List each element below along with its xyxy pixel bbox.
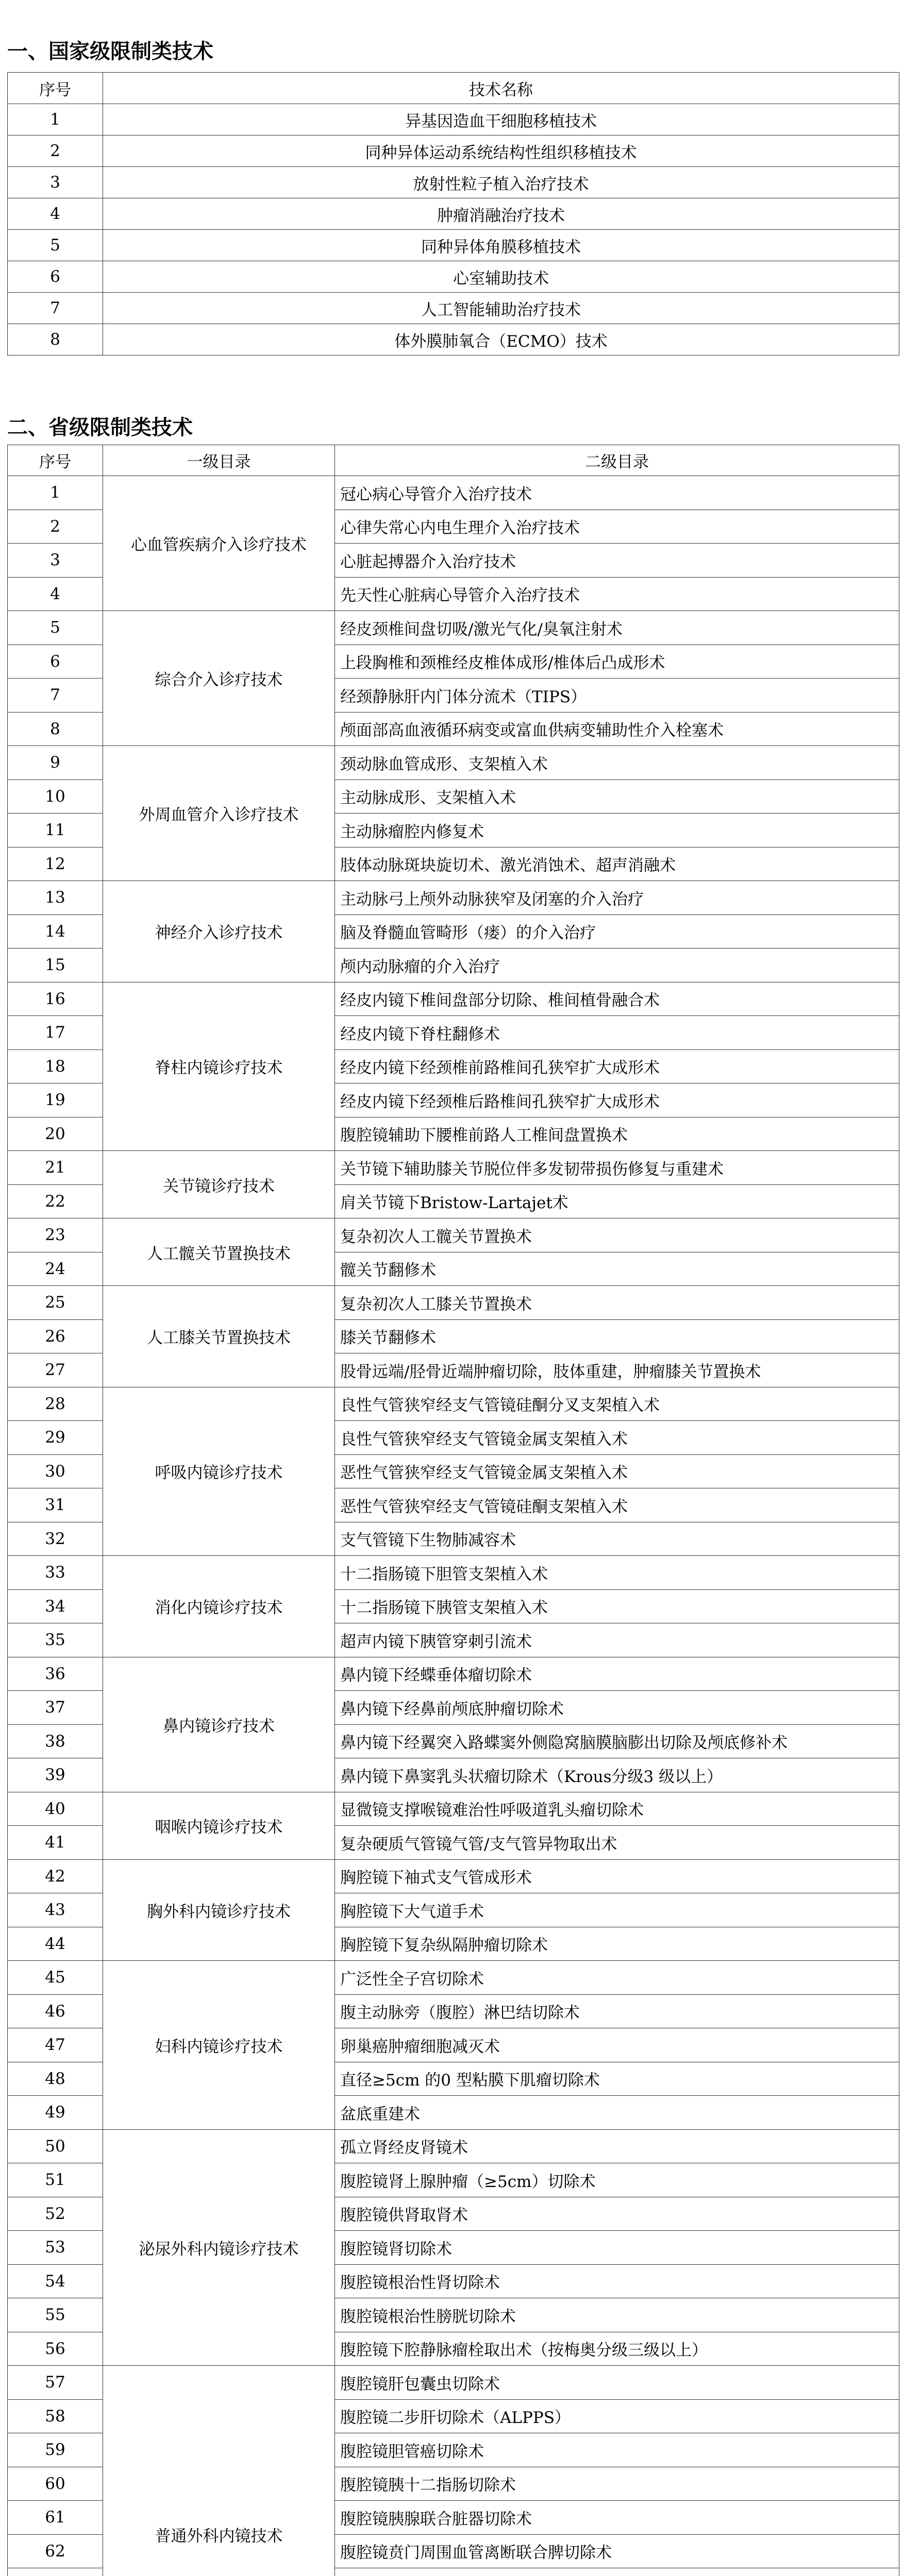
table-row: [8, 2129, 899, 2163]
technique-cell: 经皮内镜下经颈椎后路椎间孔狭窄扩大成形术: [335, 1083, 899, 1117]
table-row: [8, 881, 899, 915]
technique-cell: 十二指肠镜下胆管支架植入术: [335, 1556, 899, 1590]
serial-cell: 11: [8, 814, 103, 848]
serial-cell: 57: [8, 2366, 103, 2400]
serial-cell: 40: [8, 1792, 103, 1826]
serial-cell: 19: [8, 1083, 103, 1117]
serial-cell: 54: [8, 2264, 103, 2298]
technique-cell: 腹腔镜肝包囊虫切除术: [335, 2366, 899, 2400]
technique-cell: 经皮颈椎间盘切吸/激光气化/臭氧注射术: [335, 611, 899, 645]
tech-name-cell: 放射性粒子植入治疗技术: [103, 167, 899, 198]
category-cell: 外周血管介入诊疗技术: [103, 746, 335, 881]
table-row: [8, 2366, 899, 2400]
technique-cell: 腹腔镜贲门周围血管离断联合脾切除术: [335, 2534, 899, 2568]
technique-cell: 脑及脊髓血管畸形（瘘）的介入治疗: [335, 914, 899, 948]
table-row: [8, 476, 899, 510]
serial-cell: 25: [8, 1286, 103, 1320]
serial-cell: 7: [8, 293, 103, 324]
technique-cell: 主动脉成形、支架植入术: [335, 779, 899, 814]
serial-cell: 46: [8, 1994, 103, 2028]
technique-cell: 先天性心脏病心导管介入治疗技术: [335, 577, 899, 611]
serial-cell: 5: [8, 611, 103, 645]
technique-cell: 肢体动脉斑块旋切术、激光消蚀术、超声消融术: [335, 847, 899, 881]
serial-cell: 49: [8, 2096, 103, 2130]
technique-cell: 经颈静脉肝内门体分流术（TIPS）: [335, 679, 899, 713]
technique-cell: 复杂初次人工髋关节置换术: [335, 1218, 899, 1252]
technique-cell: 十二指肠镜下胰管支架植入术: [335, 1589, 899, 1623]
technique-cell: 腹腔镜肾上腺肿瘤（≥5cm）切除术: [335, 2163, 899, 2197]
tech-name-cell: 肿瘤消融治疗技术: [103, 198, 899, 230]
technique-cell: 颅内动脉瘤的介入治疗: [335, 948, 899, 982]
technique-cell: 超声内镜下胰管穿刺引流术: [335, 1623, 899, 1657]
table-row: [8, 1792, 899, 1826]
header-tech-name: 技术名称: [103, 73, 899, 104]
table-row: [8, 135, 899, 167]
technique-cell: 胸腔镜下大气道手术: [335, 1893, 899, 1927]
technique-cell: 膝关节翻修术: [335, 1319, 899, 1353]
technique-cell: 恶性气管狭窄经支气管镜金属支架植入术: [335, 1454, 899, 1488]
serial-cell: 18: [8, 1049, 103, 1083]
table-row: [8, 1387, 899, 1421]
provincial-tech-table: [7, 445, 899, 2576]
technique-cell: 腹腔镜供肾取肾术: [335, 2197, 899, 2231]
technique-cell: 卵巢癌肿瘤细胞减灭术: [335, 2028, 899, 2062]
serial-cell: 42: [8, 1859, 103, 1893]
serial-cell: 21: [8, 1151, 103, 1185]
technique-cell: 胸腔镜下袖式支气管成形术: [335, 1859, 899, 1893]
technique-cell: 鼻内镜下经蝶垂体瘤切除术: [335, 1657, 899, 1691]
tech-name-cell: 同种异体运动系统结构性组织移植技术: [103, 135, 899, 167]
serial-cell: 34: [8, 1589, 103, 1623]
serial-cell: [8, 2568, 103, 2576]
table-row: [8, 1151, 899, 1185]
technique-cell: 经皮内镜下经颈椎前路椎间孔狭窄扩大成形术: [335, 1049, 899, 1083]
technique-cell: 胸腔镜下复杂纵隔肿瘤切除术: [335, 1927, 899, 1961]
technique-cell: 主动脉瘤腔内修复术: [335, 814, 899, 848]
serial-cell: 4: [8, 198, 103, 230]
technique-cell: 髋关节翻修术: [335, 1252, 899, 1286]
serial-cell: 50: [8, 2129, 103, 2163]
technique-cell: 心律失常心内电生理介入治疗技术: [335, 510, 899, 544]
technique-cell: 腹腔镜胰腺联合脏器切除术: [335, 2501, 899, 2535]
technique-cell: 直径≥5cm 的0 型粘膜下肌瘤切除术: [335, 2062, 899, 2096]
serial-cell: 8: [8, 324, 103, 355]
serial-cell: 47: [8, 2028, 103, 2062]
category-cell: 鼻内镜诊疗技术: [103, 1657, 335, 1792]
serial-cell: 2: [8, 135, 103, 167]
table-row: [8, 167, 899, 198]
technique-cell: 复杂硬质气管镜气管/支气管异物取出术: [335, 1826, 899, 1860]
category-cell: 人工髋关节置换技术: [103, 1218, 335, 1286]
header-level-1: 一级目录: [103, 445, 335, 476]
serial-cell: 35: [8, 1623, 103, 1657]
technique-cell: 盆底重建术: [335, 2096, 899, 2130]
table-row: [8, 1859, 899, 1893]
serial-cell: 45: [8, 1961, 103, 1995]
serial-cell: 33: [8, 1556, 103, 1590]
serial-cell: 16: [8, 982, 103, 1016]
header-level-2: 二级目录: [335, 445, 899, 476]
technique-cell: 腹腔镜二步肝切除术（ALPPS）: [335, 2399, 899, 2433]
technique-cell: 广泛性全子宫切除术: [335, 1961, 899, 1995]
serial-cell: 9: [8, 746, 103, 780]
serial-cell: 2: [8, 510, 103, 544]
technique-cell: 股骨远端/胫骨近端肿瘤切除，肢体重建，肿瘤膝关节置换术: [335, 1353, 899, 1387]
serial-cell: 60: [8, 2467, 103, 2501]
table-row: [8, 611, 899, 645]
serial-cell: 8: [8, 712, 103, 746]
category-cell: 泌尿外科内镜诊疗技术: [103, 2129, 335, 2366]
technique-cell: 腹腔镜胆管癌切除术: [335, 2433, 899, 2467]
serial-cell: 59: [8, 2433, 103, 2467]
serial-cell: 55: [8, 2298, 103, 2332]
serial-cell: 29: [8, 1421, 103, 1455]
serial-cell: 3: [8, 167, 103, 198]
table-row: [8, 1286, 899, 1320]
tech-name-cell: 心室辅助技术: [103, 261, 899, 293]
serial-cell: 13: [8, 881, 103, 915]
table-row: [8, 198, 899, 230]
technique-cell: 关节镜下辅助膝关节脱位伴多发韧带损伤修复与重建术: [335, 1151, 899, 1185]
header-serial: 序号: [8, 445, 103, 476]
table-header-row: [8, 445, 899, 476]
section-2-title: 二、省级限制类技术: [7, 416, 193, 439]
serial-cell: 6: [8, 645, 103, 679]
technique-cell: 鼻内镜下经鼻前颅底肿瘤切除术: [335, 1691, 899, 1725]
serial-cell: 3: [8, 544, 103, 578]
serial-cell: 58: [8, 2399, 103, 2433]
category-cell: 胸外科内镜诊疗技术: [103, 1859, 335, 1961]
technique-cell: 腹腔镜根治性肾切除术: [335, 2264, 899, 2298]
category-cell: 关节镜诊疗技术: [103, 1151, 335, 1218]
category-cell: 综合介入诊疗技术: [103, 611, 335, 746]
technique-cell: [335, 2568, 899, 2576]
technique-cell: 上段胸椎和颈椎经皮椎体成形/椎体后凸成形术: [335, 645, 899, 679]
serial-cell: 52: [8, 2197, 103, 2231]
tech-name-cell: 同种异体角膜移植技术: [103, 230, 899, 261]
table-row: [8, 104, 899, 135]
serial-cell: 31: [8, 1488, 103, 1522]
technique-cell: 主动脉弓上颅外动脉狭窄及闭塞的介入治疗: [335, 881, 899, 915]
category-cell: 人工膝关节置换技术: [103, 1286, 335, 1387]
technique-cell: 腹腔镜根治性膀胱切除术: [335, 2298, 899, 2332]
serial-cell: 39: [8, 1758, 103, 1792]
serial-cell: 20: [8, 1117, 103, 1151]
serial-cell: 56: [8, 2332, 103, 2366]
serial-cell: 27: [8, 1353, 103, 1387]
category-cell: 咽喉内镜诊疗技术: [103, 1792, 335, 1859]
serial-cell: 15: [8, 948, 103, 982]
serial-cell: 1: [8, 104, 103, 135]
category-cell: 妇科内镜诊疗技术: [103, 1961, 335, 2130]
table-row: [8, 293, 899, 324]
tech-name-cell: 人工智能辅助治疗技术: [103, 293, 899, 324]
serial-cell: 61: [8, 2501, 103, 2535]
technique-cell: 腹腔镜下腔静脉瘤栓取出术（按梅奥分级三级以上）: [335, 2332, 899, 2366]
technique-cell: 冠心病心导管介入治疗技术: [335, 476, 899, 510]
table-header-row: [8, 73, 899, 104]
technique-cell: 鼻内镜下鼻窦乳头状瘤切除术（Krous分级3 级以上）: [335, 1758, 899, 1792]
serial-cell: 14: [8, 914, 103, 948]
serial-cell: 7: [8, 679, 103, 713]
serial-cell: 23: [8, 1218, 103, 1252]
category-cell: 神经介入诊疗技术: [103, 881, 335, 982]
category-cell: 消化内镜诊疗技术: [103, 1556, 335, 1657]
table-row: [8, 261, 899, 293]
serial-cell: 12: [8, 847, 103, 881]
serial-cell: 62: [8, 2534, 103, 2568]
technique-cell: 肩关节镜下Bristow-Lartajet术: [335, 1184, 899, 1218]
category-cell: 呼吸内镜诊疗技术: [103, 1387, 335, 1556]
tech-name-cell: 体外膜肺氧合（ECMO）技术: [103, 324, 899, 355]
technique-cell: 良性气管狭窄经支气管镜金属支架植入术: [335, 1421, 899, 1455]
technique-cell: 恶性气管狭窄经支气管镜硅酮支架植入术: [335, 1488, 899, 1522]
serial-cell: 26: [8, 1319, 103, 1353]
serial-cell: 43: [8, 1893, 103, 1927]
technique-cell: 支气管镜下生物肺减容术: [335, 1522, 899, 1556]
serial-cell: 37: [8, 1691, 103, 1725]
serial-cell: 38: [8, 1724, 103, 1758]
table-row: [8, 230, 899, 261]
tech-name-cell: 异基因造血干细胞移植技术: [103, 104, 899, 135]
table-row: [8, 982, 899, 1016]
section-1-title: 一、国家级限制类技术: [7, 40, 213, 63]
technique-cell: 腹腔镜辅助下腰椎前路人工椎间盘置换术: [335, 1117, 899, 1151]
serial-cell: 53: [8, 2231, 103, 2265]
table-row: [8, 1218, 899, 1252]
technique-cell: 腹主动脉旁（腹腔）淋巴结切除术: [335, 1994, 899, 2028]
serial-cell: 4: [8, 577, 103, 611]
serial-cell: 5: [8, 230, 103, 261]
table-row: [8, 1556, 899, 1590]
technique-cell: 颅面部高血液循环病变或富血供病变辅助性介入栓塞术: [335, 712, 899, 746]
serial-cell: 51: [8, 2163, 103, 2197]
technique-cell: 鼻内镜下经翼突入路蝶窦外侧隐窝脑膜脑膨出切除及颅底修补术: [335, 1724, 899, 1758]
header-serial: 序号: [8, 73, 103, 104]
serial-cell: 1: [8, 476, 103, 510]
technique-cell: 复杂初次人工膝关节置换术: [335, 1286, 899, 1320]
serial-cell: 41: [8, 1826, 103, 1860]
serial-cell: 44: [8, 1927, 103, 1961]
national-tech-table: [7, 72, 899, 355]
table-row: [8, 324, 899, 355]
technique-cell: 显微镜支撑喉镜难治性呼吸道乳头瘤切除术: [335, 1792, 899, 1826]
serial-cell: 36: [8, 1657, 103, 1691]
category-cell: 普通外科内镜技术: [103, 2366, 335, 2576]
table-row: [8, 1657, 899, 1691]
serial-cell: 17: [8, 1016, 103, 1050]
serial-cell: 6: [8, 261, 103, 293]
technique-cell: 颈动脉血管成形、支架植入术: [335, 746, 899, 780]
serial-cell: 24: [8, 1252, 103, 1286]
serial-cell: 32: [8, 1522, 103, 1556]
technique-cell: 心脏起搏器介入治疗技术: [335, 544, 899, 578]
category-cell: 脊柱内镜诊疗技术: [103, 982, 335, 1151]
serial-cell: 48: [8, 2062, 103, 2096]
technique-cell: 良性气管狭窄经支气管镜硅酮分叉支架植入术: [335, 1387, 899, 1421]
technique-cell: 腹腔镜胰十二指肠切除术: [335, 2467, 899, 2501]
serial-cell: 30: [8, 1454, 103, 1488]
technique-cell: 腹腔镜肾切除术: [335, 2231, 899, 2265]
serial-cell: 10: [8, 779, 103, 814]
table-row: [8, 746, 899, 780]
serial-cell: 22: [8, 1184, 103, 1218]
technique-cell: 经皮内镜下椎间盘部分切除、椎间植骨融合术: [335, 982, 899, 1016]
serial-cell: 28: [8, 1387, 103, 1421]
technique-cell: 孤立肾经皮肾镜术: [335, 2129, 899, 2163]
table-row: [8, 1961, 899, 1995]
technique-cell: 经皮内镜下脊柱翻修术: [335, 1016, 899, 1050]
category-cell: 心血管疾病介入诊疗技术: [103, 476, 335, 611]
